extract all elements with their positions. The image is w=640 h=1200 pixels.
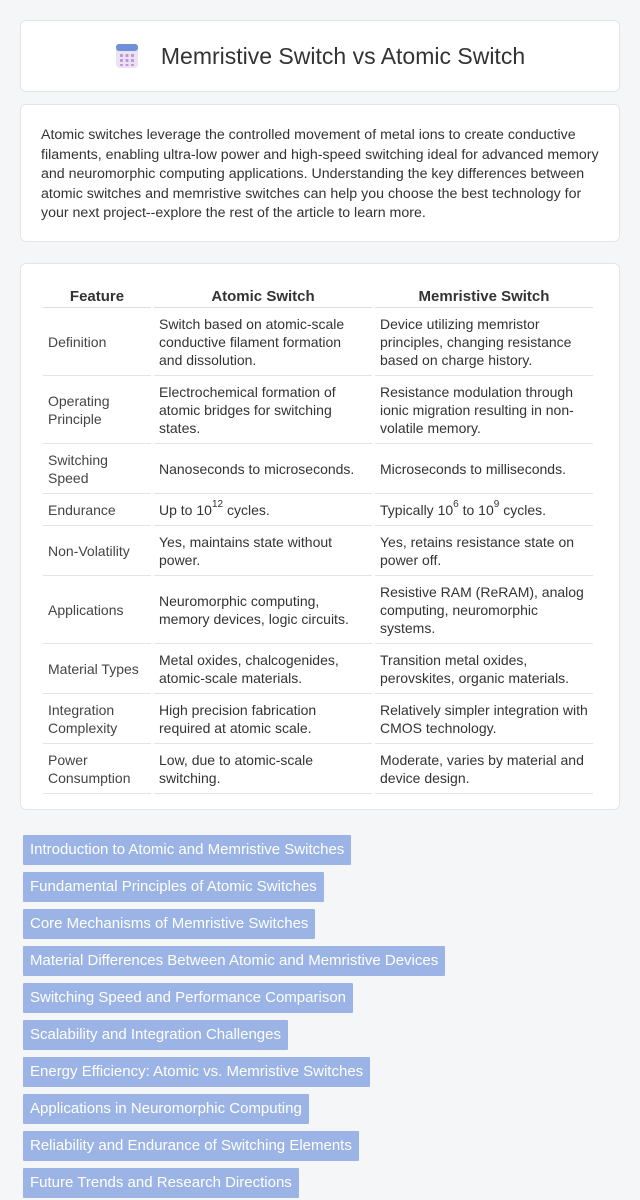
atomic-cell: Switch based on atomic-scale conductive filament formation and dissolution. xyxy=(154,308,372,376)
memristive-cell: Yes, retains resistance state on power off. xyxy=(375,526,593,576)
table-row xyxy=(43,308,593,376)
feature-cell: Applications xyxy=(43,576,151,644)
table-row xyxy=(43,444,593,494)
calculator-icon xyxy=(115,43,139,69)
memristive-cell: Moderate, varies by material and device design. xyxy=(375,744,593,794)
memristive-cell: Microseconds to milliseconds. xyxy=(375,444,593,494)
toc-link-fundamental-principles[interactable]: Fundamental Principles of Atomic Switches xyxy=(23,872,324,902)
atomic-cell: Low, due to atomic-scale switching. xyxy=(154,744,372,794)
column-header-feature: Feature xyxy=(43,284,151,308)
feature-cell: Definition xyxy=(43,308,151,376)
page-title: Memristive Switch vs Atomic Switch xyxy=(160,42,526,69)
toc-link-scalability[interactable]: Scalability and Integration Challenges xyxy=(23,1020,288,1050)
memristive-cell: Resistive RAM (ReRAM), analog computing, neuromorphic systems. xyxy=(375,576,593,644)
atomic-cell: Metal oxides, chalcogenides, atomic-scale materials. xyxy=(154,644,372,694)
atomic-cell: Yes, maintains state without power. xyxy=(154,526,372,576)
table-row xyxy=(43,376,593,444)
atomic-cell: Up to $10^{12}$ cycles. xyxy=(154,494,372,526)
toc-link-switching-speed[interactable]: Switching Speed and Performance Comparison xyxy=(23,983,353,1013)
memristive-cell: Device utilizing memristor principles, changing resistance based on charge history. xyxy=(375,308,593,376)
atomic-cell: Neuromorphic computing, memory devices, logic circuits. xyxy=(154,576,372,644)
comparison-table xyxy=(40,284,596,794)
memristive-cell: Resistance modulation through ionic migration resulting in non-volatile memory. xyxy=(375,376,593,444)
header-card xyxy=(20,20,620,92)
feature-cell: Non-Volatility xyxy=(43,526,151,576)
feature-cell: Integration Complexity xyxy=(43,694,151,744)
comparison-table-card xyxy=(20,263,620,810)
toc-link-applications[interactable]: Applications in Neuromorphic Computing xyxy=(23,1094,309,1124)
intro-text: Atomic switches leverage the controlled movement of metal ions to create conductive filaments, enabling ultra-low power and high-speed switching ideal for advanced memory and neuromorphic computing applications. Understanding the key differences between atomic switches and memristive switches can help you choose the best technology for your next project--explore the rest of the article to learn more. xyxy=(41,127,599,221)
table-row xyxy=(43,694,593,744)
memristive-cell: Relatively simpler integration with CMOS technology. xyxy=(375,694,593,744)
feature-cell: Endurance xyxy=(43,494,151,526)
atomic-cell: High precision fabrication required at atomic scale. xyxy=(154,694,372,744)
feature-cell: Power Consumption xyxy=(43,744,151,794)
memristive-cell: Transition metal oxides, perovskites, organic materials. xyxy=(375,644,593,694)
column-header-memristive: Memristive Switch xyxy=(375,284,593,308)
intro-card xyxy=(20,104,620,242)
toc-link-reliability[interactable]: Reliability and Endurance of Switching Elements xyxy=(23,1131,359,1161)
feature-cell: Material Types xyxy=(43,644,151,694)
column-header-atomic: Atomic Switch xyxy=(154,284,372,308)
toc-link-core-mechanisms[interactable]: Core Mechanisms of Memristive Switches xyxy=(23,909,315,939)
table-row xyxy=(43,744,593,794)
feature-cell: Operating Principle xyxy=(43,376,151,444)
toc-link-material-differences[interactable]: Material Differences Between Atomic and Memristive Devices xyxy=(23,946,445,976)
toc-link-introduction[interactable]: Introduction to Atomic and Memristive Switches xyxy=(23,835,351,865)
atomic-cell: Nanoseconds to microseconds. xyxy=(154,444,372,494)
table-row xyxy=(43,526,593,576)
table-of-contents xyxy=(23,835,445,1200)
atomic-cell: Electrochemical formation of atomic bridges for switching states. xyxy=(154,376,372,444)
feature-cell: Switching Speed xyxy=(43,444,151,494)
toc-link-future-trends[interactable]: Future Trends and Research Directions xyxy=(23,1168,299,1198)
table-row xyxy=(43,494,593,526)
table-header-row xyxy=(43,284,593,308)
toc-link-energy-efficiency[interactable]: Energy Efficiency: Atomic vs. Memristive Switches xyxy=(23,1057,370,1087)
table-row xyxy=(43,576,593,644)
memristive-cell: Typically $10^6$ to $10^9$ cycles. xyxy=(375,494,593,526)
table-row xyxy=(43,644,593,694)
